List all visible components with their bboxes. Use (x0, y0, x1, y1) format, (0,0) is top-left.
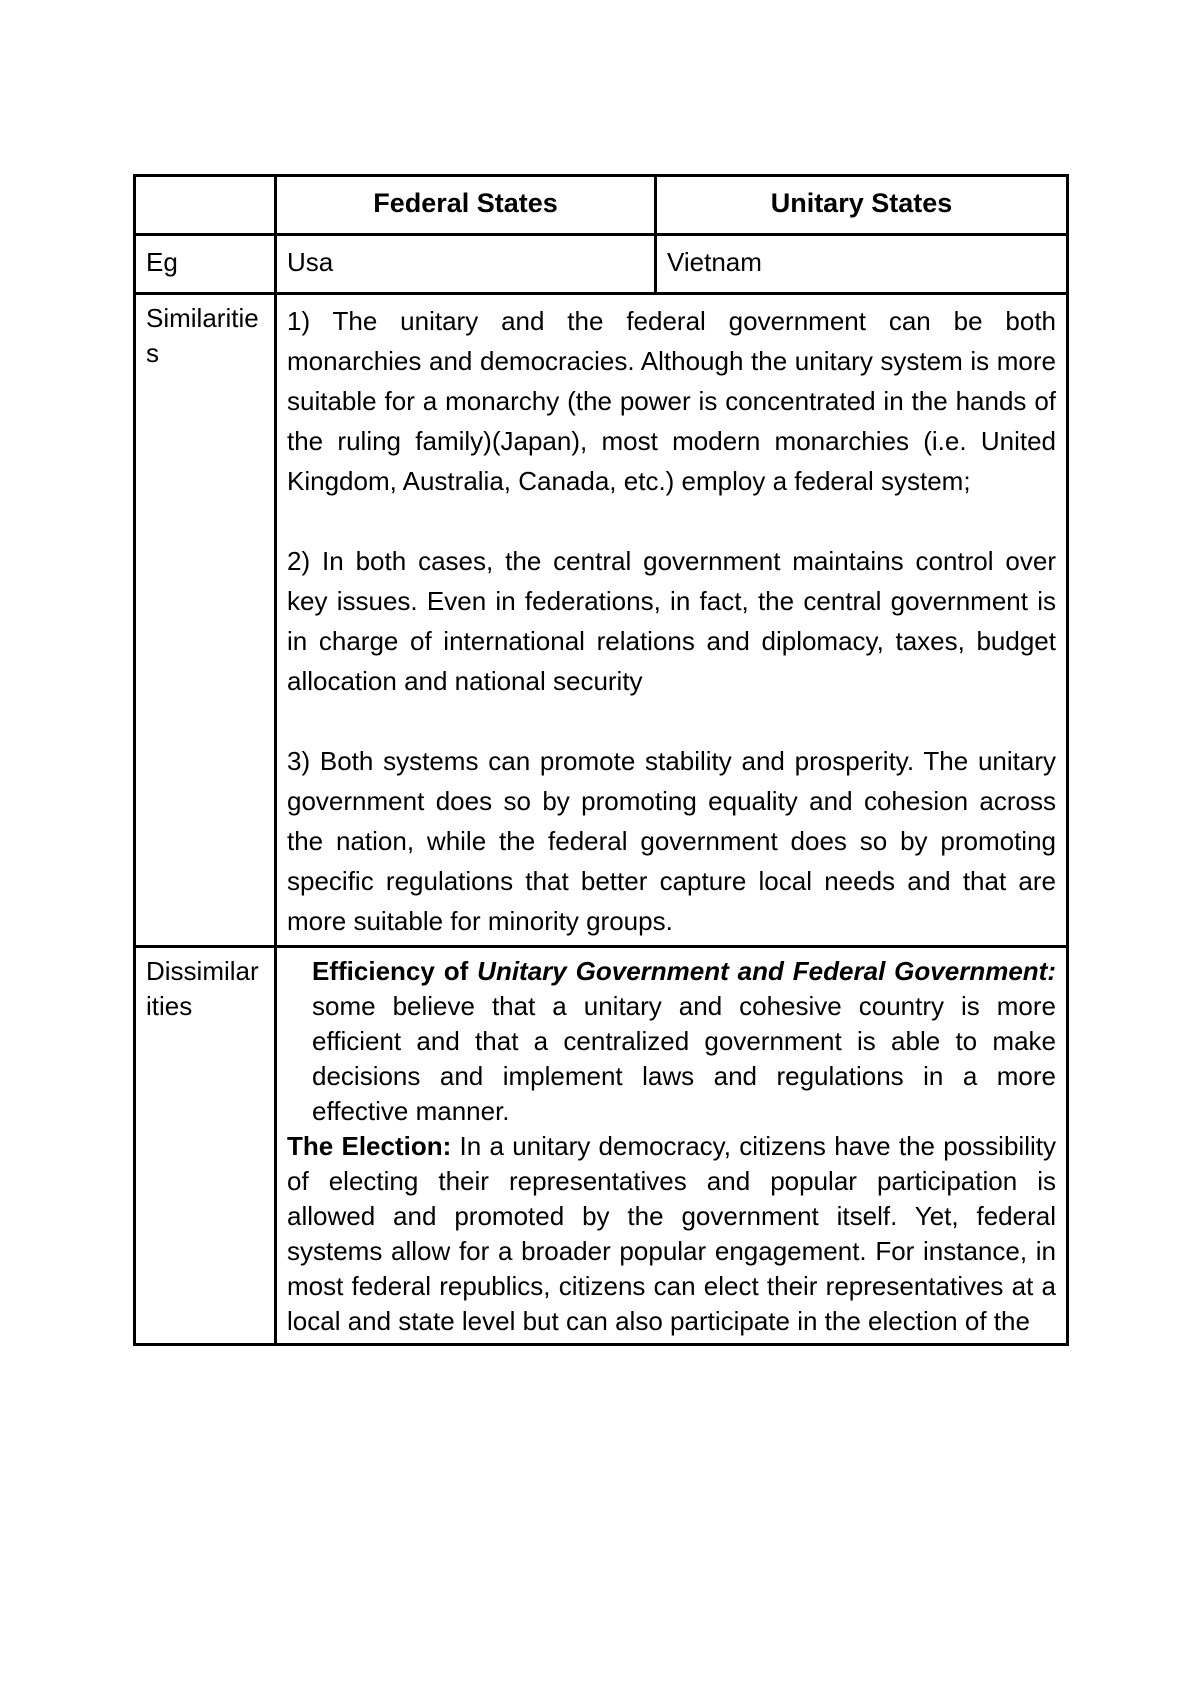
election-text: In a unitary democracy, citizens have the possibility of electing their representatives and popular participation is allowed and promoted by the government itself. Yet, federal systems allow for a broader popular engagement. For instance, in most federal republics, citizens can elect their representatives at a local and state level but can also participate in the election of the (287, 1131, 1056, 1336)
dissimilarities-content (276, 947, 1068, 1345)
similarities-content (276, 294, 1068, 947)
example-label: Eg (135, 235, 276, 294)
dissimilarities-label: Dissimilarities (135, 947, 276, 1345)
efficiency-paragraph (287, 954, 1056, 1129)
similarities-label: Similarities (135, 294, 276, 947)
similarities-row (135, 294, 1068, 947)
efficiency-text: some believe that a unitary and cohesive country is more efficient and that a centralized government is able to make decisions and implement laws and regulations in a more effective manner. (312, 991, 1056, 1126)
similarity-point-2: 2) In both cases, the central government maintains control over key issues. Even in federations, in fact, the central government is in charge of international relations and diplomacy, taxes, budget allocation and national security (287, 546, 1056, 696)
similarity-point-3: 3) Both systems can promote stability and prosperity. The unitary government does so by promoting equality and cohesion across the nation, while the federal government does so by promoting specific regulations that better capture local needs and that are more suitable for minority groups. (287, 746, 1056, 936)
header-row (135, 176, 1068, 235)
election-title: The Election: (287, 1131, 452, 1161)
dissimilarities-row (135, 947, 1068, 1345)
comparison-table (133, 174, 1069, 1346)
example-row (135, 235, 1068, 294)
header-empty-cell (135, 176, 276, 235)
example-unitary: Vietnam (656, 235, 1068, 294)
election-paragraph (287, 1129, 1056, 1339)
similarity-point-1: 1) The unitary and the federal government can be both monarchies and democracies. Although the unitary system is more suitable for a monarchy (the power is concentrated in the hands of the ruling family)(Japan), most modern monarchies (i.e. United Kingdom, Australia, Canada, etc.) employ a federal system; (287, 306, 1056, 496)
header-federal-states: Federal States (276, 176, 656, 235)
efficiency-title-italic: Unitary Government and Federal Government: (477, 956, 1056, 986)
efficiency-title: Efficiency of (312, 956, 469, 986)
header-unitary-states: Unitary States (656, 176, 1068, 235)
example-federal: Usa (276, 235, 656, 294)
